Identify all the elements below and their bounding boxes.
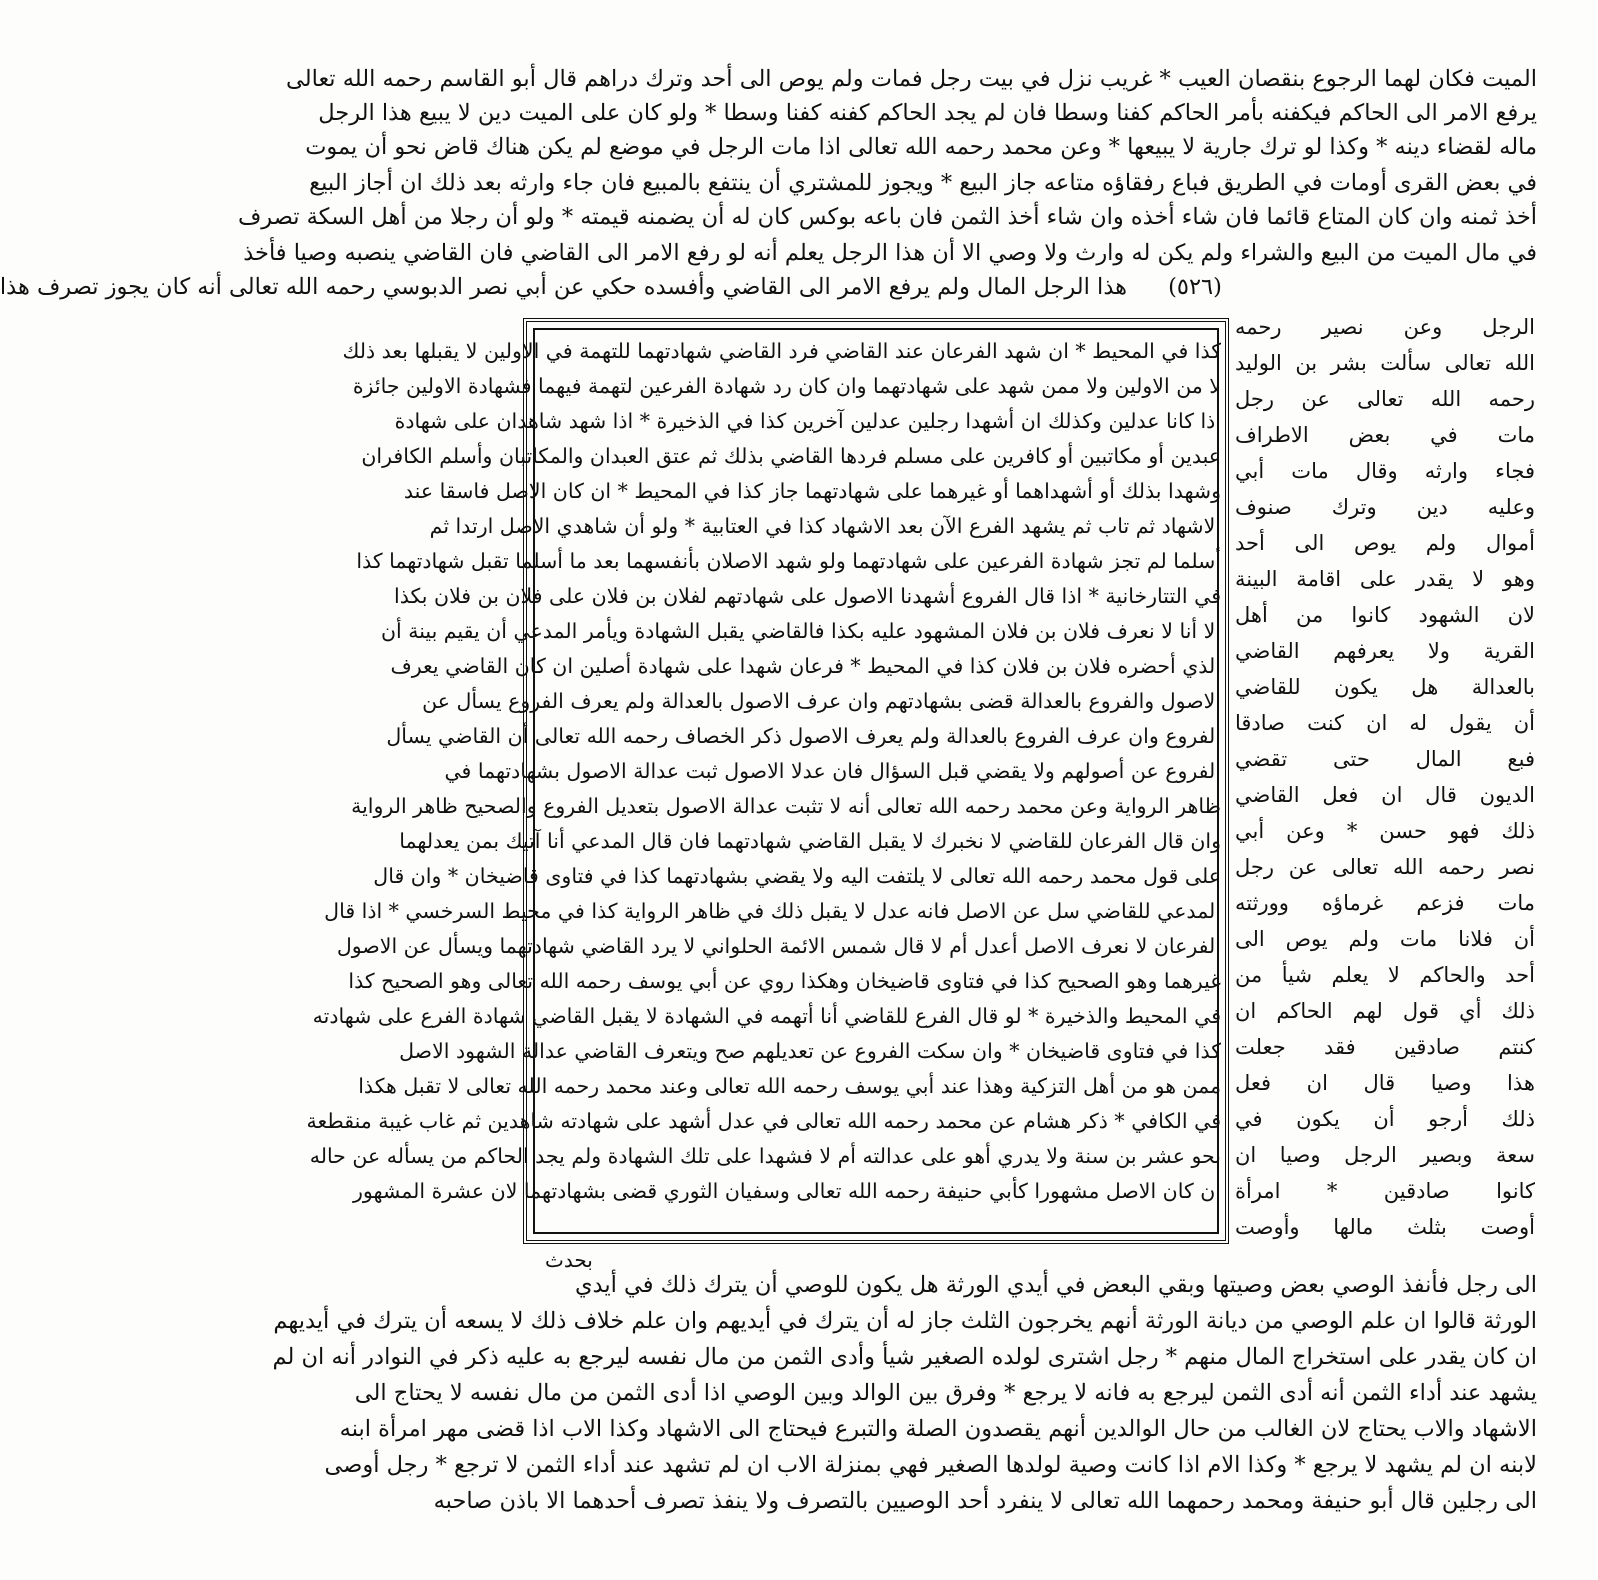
side-line: هذا وصيا قال ان فعل xyxy=(1235,1071,1535,1095)
gloss-line: الفروع عن أصولهم ولا يقضي قبل السؤال فان عدلا الاصول ثبت عدالة الاصول بشهادتهما في xyxy=(444,759,1221,783)
side-line: وعليه دين وترك صنوف xyxy=(1235,495,1535,519)
side-line: رحمه الله تعالى عن رجل xyxy=(1235,387,1535,411)
side-line: ذلك أي قول لهم الحاكم ان xyxy=(1235,999,1535,1023)
gloss-line: ان كان الاصل مشهورا كأبي حنيفة رحمه الله تعالى وسفيان الثوري قضى بشهادتهما لان عشرة المشهور xyxy=(353,1179,1221,1203)
side-line: أحد والحاكم لا يعلم شيأ من xyxy=(1235,963,1535,987)
gloss-line: وان قال الفرعان للقاضي لا نخبرك لا يقبل القاضي شهادتهما فان قال المدعي أنا آتيك بمن يعدلهما xyxy=(399,829,1221,853)
side-line: فبع المال حتى تقضي xyxy=(1235,747,1535,771)
gloss-line: المدعي للقاضي سل عن الاصل فانه عدل لا يقبل ذلك في ظاهر الرواية كذا في محيط السرخسي * اذا قال xyxy=(324,899,1221,923)
gloss-line: نحو عشر بن سنة ولا يدري أهو على عدالته أم لا فشهدا على تلك الشهادة ولم يجد الحاكم من يسأله عن حاله xyxy=(309,1144,1221,1168)
gloss-line: اذا كانا عدلين وكذلك ان أشهدا رجلين عدلين آخرين كذا في الذخيرة * اذا شهد شاهدان على شهادة xyxy=(394,409,1221,433)
text-line: الاشهاد والاب يحتاج لان الغالب من حال الوالدين أنهم يقصدون الصلة والتبرع فيحتاج الى الاشهاد وكذا الاب اذا قضى مهر امرأة ابنه xyxy=(339,1416,1537,1442)
side-line: كنتم صادقين فقد جعلت xyxy=(1235,1035,1535,1059)
gloss-line: الاشهاد ثم تاب ثم يشهد الفرع الآن بعد الاشهاد كذا في العتابية * ولو أن شاهدي الاصل ارتدا ثم xyxy=(429,514,1221,538)
text-line: ان كان يقدر على استخراج المال منهم * رجل اشترى لولده الصغير شيأ وأدى الثمن من مال نفسه ليرجع به عليه ذكر في النوادر أنه ان لم xyxy=(272,1344,1537,1370)
page-number: (٥٢٦) xyxy=(1168,274,1222,300)
side-line: ذلك فهو حسن * وعن أبي xyxy=(1235,819,1535,843)
gloss-line: لا من الاولين ولا ممن شهد على شهادتهما وان كان رد شهادة الفرعين لتهمة فيهما فشهادة الاولين جائزة xyxy=(352,374,1221,398)
side-line: أن فلانا مات ولم يوص الى xyxy=(1235,927,1535,951)
side-line: القرية ولا يعرفهم القاضي xyxy=(1235,639,1535,663)
gloss-line: ممن هو من أهل التزكية وهذا عند أبي يوسف رحمه الله تعالى وعند محمد رحمه الله تعالى لا تقبل هكذا xyxy=(358,1074,1221,1098)
gloss-line: الاصول والفروع بالعدالة قضى بشهادتهم وان عرف الاصول بالعدالة ولم يعرف الفروع يسأل عن xyxy=(422,689,1221,713)
gloss-line: على قول محمد رحمه الله تعالى لا يلتفت اليه ولا يقضي بشهادتهما كذا في فتاوى قاضيخان * وان قال xyxy=(373,864,1221,888)
text-line: الورثة قالوا ان علم الوصي من ديانة الورثة أنهم يخرجون الثلث جاز له أن يترك في أيديهم وان علم خلاف ذلك لا يسعه أن يترك في أيديهم xyxy=(273,1308,1537,1334)
text-line: الميت فكان لهما الرجوع بنقصان العيب * غريب نزل في بيت رجل فمات ولم يوص الى أحد وترك دراهم قال أبو القاسم رحمه الله تعالى xyxy=(285,66,1537,92)
side-line: الرجل وعن نصير رحمه xyxy=(1235,315,1535,339)
gloss-line: وشهدا بذلك أو أشهداهما أو غيرهما على شهادتهما جاز كذا في المحيط * ان كان الاصل فاسقا عند xyxy=(403,479,1221,503)
catchword-note: بحدث xyxy=(545,1248,593,1272)
text-line: ماله لقضاء دينه * وكذا لو ترك جارية لا يبيعها * وعن محمد رحمه الله تعالى اذا مات الرجل في موضع لم يكن هناك قاض نحو أن يموت xyxy=(305,134,1537,160)
side-line: لان الشهود كانوا من أهل xyxy=(1235,603,1535,627)
text-line: في مال الميت من البيع والشراء ولم يكن له وارث ولا وصي الا أن هذا الرجل يعلم أنه لو رفع الامر الى القاضي فان القاضي ينصبه وصيا فأخذ xyxy=(243,240,1537,266)
gloss-line: في التتارخانية * اذا قال الفروع أشهدنا الاصول على شهادتهم لفلان بن فلان على فلان بن فلان بكذا xyxy=(394,584,1221,608)
side-line: مات فزعم غرماؤه وورثته xyxy=(1235,891,1535,915)
side-line: ذلك أرجو أن يكون في xyxy=(1235,1107,1535,1131)
gloss-line: أسلما لم تجز شهادة الفرعين على شهادتهما ولو شهد الاصلان بأنفسهما بعد ما أسلما تقبل شهادتهما كذا xyxy=(356,549,1221,573)
gloss-line: كذا في فتاوى قاضيخان * وان سكت الفروع عن تعديلهم صح ويتعرف القاضي عدالة الشهود الاصل xyxy=(399,1039,1221,1063)
side-line: بالعدالة هل يكون للقاضي xyxy=(1235,675,1535,699)
gloss-line: الذي أحضره فلان بن فلان كذا في المحيط * فرعان شهدا على شهادة أصلين ان كان القاضي يعرف xyxy=(390,654,1221,678)
gloss-line: الا أنا لا نعرف فلان بن فلان المشهود عليه بكذا فالقاضي يقبل الشهادة ويأمر المدعي أن يقيم بينة أن xyxy=(380,619,1221,643)
gloss-line: في المحيط والذخيرة * لو قال الفرع للقاضي أنا أتهمه في الشهادة لا يقبل القاضي شهادة الفرع على شهادته xyxy=(312,1004,1221,1028)
text-line: أخذ ثمنه وان كان المتاع قائما فان شاء أخذه وان شاء أخذ الثمن فان باعه بوكس كان له أن يضمنه قيمته * ولو أن رجلا من أهل السكة تصرف xyxy=(237,204,1537,230)
side-line: فجاء وارثه وقال مات أبي xyxy=(1235,459,1535,483)
text-line: هذا الرجل المال ولم يرفع الامر الى القاضي وأفسده حكي عن أبي نصر الدبوسي رحمه الله تعالى أنه كان يجوز تصرف هذا xyxy=(0,274,1127,300)
side-line: الله تعالى سألت بشر بن الوليد xyxy=(1235,351,1535,375)
gloss-line: الفرعان لا نعرف الاصل أعدل أم لا قال شمس الائمة الحلواني لا يرد القاضي شهادتهما ويسأل عن الاصول xyxy=(336,934,1221,958)
gloss-line: في الكافي * ذكر هشام عن محمد رحمه الله تعالى في عدل أشهد على شهادته شاهدين ثم غاب غيبة منقطعة xyxy=(306,1109,1221,1133)
side-line: سعة وبصير الرجل وصيا ان xyxy=(1235,1143,1535,1167)
side-line: مات في بعض الاطراف xyxy=(1235,423,1535,447)
text-line: الى رجل فأنفذ الوصي بعض وصيتها وبقي البعض في أيدي الورثة هل يكون للوصي أن يترك ذلك في أيدي xyxy=(574,1272,1537,1298)
text-line: في بعض القرى أومات في الطريق فباع رفقاؤه متاعه جاز البيع * ويجوز للمشتري أن ينتفع بالمبيع فان جاء وارثه بعد ذلك ان أجاز البيع xyxy=(309,170,1537,196)
side-line: كانوا صادقين * امرأة xyxy=(1235,1179,1535,1203)
side-line: أوصت بثلث مالها وأوصت xyxy=(1235,1215,1535,1239)
text-line: يشهد عند أداء الثمن أنه أدى الثمن ليرجع به فانه لا يرجع * وفرق بين الوالد وبين الوصي اذا أدى الثمن من مال نفسه لا يحتاج الى xyxy=(354,1380,1537,1406)
text-line: الى رجلين قال أبو حنيفة ومحمد رحمهما الله تعالى لا ينفرد أحد الوصيين بالتصرف ولا ينفذ تصرف أحدهما الا باذن صاحبه xyxy=(433,1488,1537,1514)
side-line: نصر رحمه الله تعالى عن رجل xyxy=(1235,855,1535,879)
gloss-line: ظاهر الرواية وعن محمد رحمه الله تعالى أنه لا تثبت عدالة الاصول بتعديل الفروع والصحيح ظاهر الرواية xyxy=(351,794,1221,818)
gloss-line: غيرهما وهو الصحيح كذا في فتاوى قاضيخان وهكذا روي عن أبي يوسف رحمه الله تعالى وهو الصحيح كذا xyxy=(348,969,1221,993)
gloss-line: الفروع وان عرف الفروع بالعدالة ولم يعرف الاصول ذكر الخصاف رحمه الله تعالى أن القاضي يسأل xyxy=(386,724,1221,748)
gloss-line: كذا في المحيط * ان شهد الفرعان عند القاضي فرد القاضي شهادتهما للتهمة في الاولين لا يقبلها بعد ذلك xyxy=(342,339,1221,363)
side-line: الديون قال ان فعل القاضي xyxy=(1235,783,1535,807)
side-line: أموال ولم يوص الى أحد xyxy=(1235,531,1535,555)
side-line: وهو لا يقدر على اقامة البينة xyxy=(1235,567,1535,591)
text-line: لابنه ان لم يشهد لا يرجع * وكذا الام اذا كانت وصية لولدها الصغير فهي بمنزلة الاب ان لم تشهد عند أداء الثمن لا ترجع * رجل أوصى xyxy=(324,1452,1537,1478)
gloss-line: عبدين أو مكاتبين أو كافرين على مسلم فردها القاضي بذلك ثم عتق العبدان والمكاتبان وأسلم الكافران xyxy=(361,444,1221,468)
side-line: أن يقول له ان كنت صادقا xyxy=(1235,711,1535,735)
text-line: يرفع الامر الى الحاكم فيكفنه بأمر الحاكم كفنا وسطا فان لم يجد الحاكم كفنه كفنا وسطا * ولو كان على الميت دين لا يبيع هذا الرجل xyxy=(318,100,1537,126)
